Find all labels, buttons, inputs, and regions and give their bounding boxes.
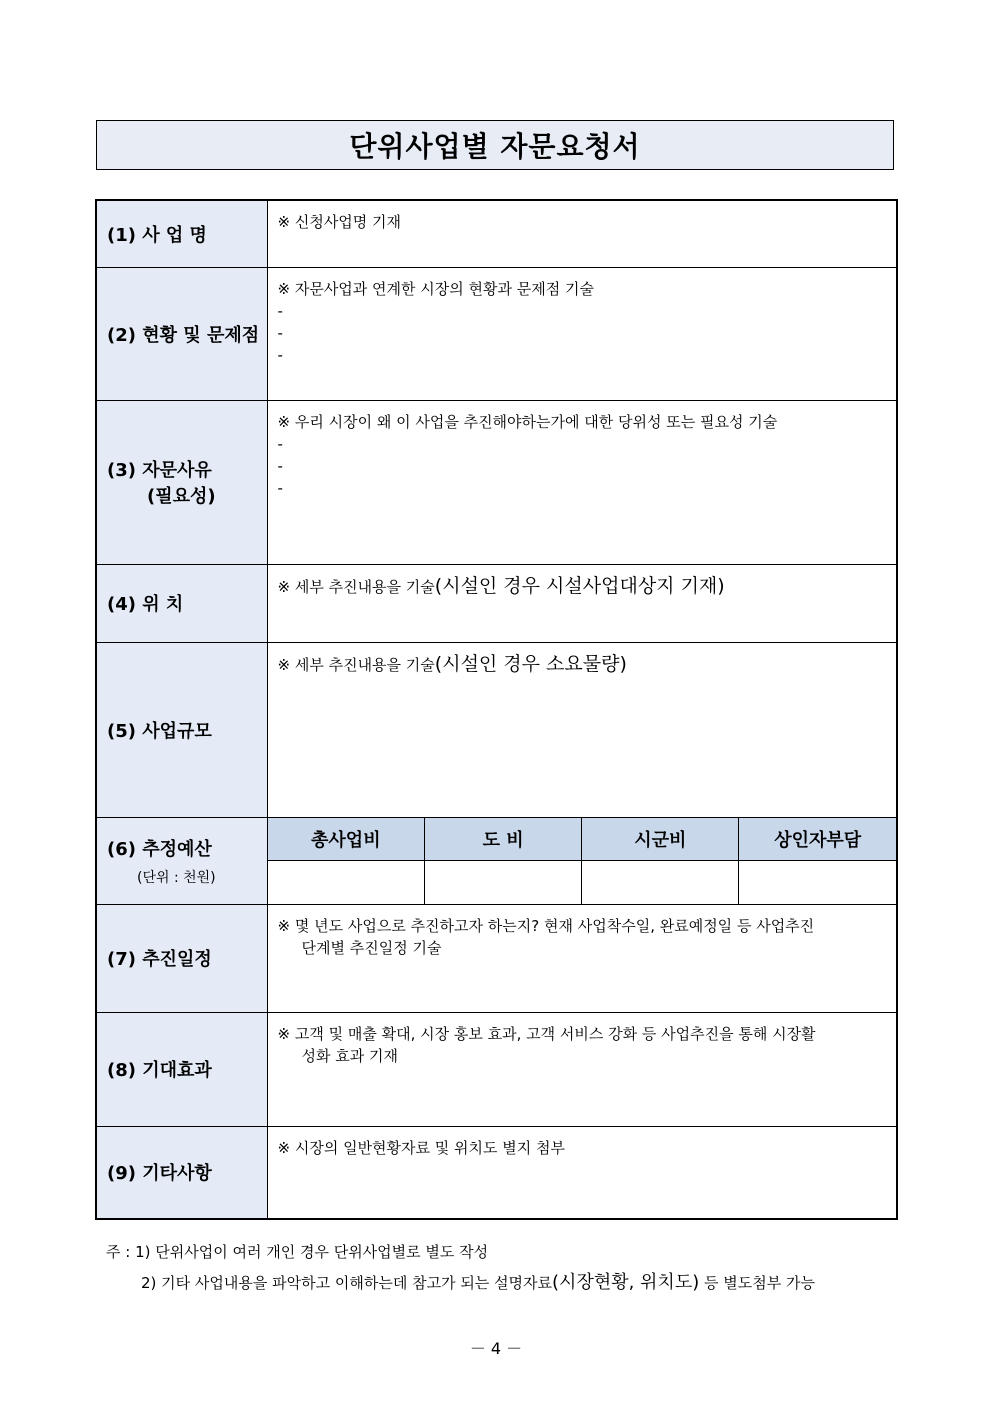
- dash-item: -: [277, 478, 283, 497]
- field-business-scale[interactable]: [267, 642, 897, 817]
- dash-item: -: [277, 345, 283, 364]
- field-status-problems[interactable]: [267, 267, 897, 400]
- footnote-2: [141, 1268, 815, 1294]
- footnote-2-text-b: 등 별도첨부 가능: [699, 1274, 815, 1292]
- budget-input-province[interactable]: [425, 860, 582, 904]
- row-location: [96, 564, 897, 642]
- row-status-problems: [96, 267, 897, 400]
- field-expected-effect[interactable]: [267, 1012, 897, 1126]
- budget-input-total[interactable]: [268, 860, 425, 904]
- field-schedule[interactable]: [267, 904, 897, 1012]
- budget-unit-label: (단위 : 천원): [137, 869, 216, 886]
- row-expected-effect: [96, 1012, 897, 1126]
- label-location: (4) 위 치: [96, 564, 267, 642]
- label-business-scale: (5) 사업규모: [96, 642, 267, 817]
- note-expected-effect-cont: 성화 효과 기재: [301, 1046, 398, 1065]
- label-expected-effect: (8) 기대효과: [96, 1012, 267, 1126]
- budget-header-province: 도 비: [425, 818, 582, 861]
- budget-table: [268, 818, 897, 904]
- note-expected-effect: ※ 고객 및 매출 확대, 시장 홍보 효과, 고객 서비스 강화 등 사업추진을 통해 시장활: [277, 1024, 816, 1043]
- note-business-name: ※ 신청사업명 기재: [277, 213, 402, 231]
- note-consult-reason: ※ 우리 시장이 왜 이 사업을 추진해야하는가에 대한 당위성 또는 필요성 기술: [277, 412, 778, 431]
- note-location: [278, 575, 887, 598]
- budget-input-merchant[interactable]: [739, 860, 896, 904]
- budget-header-total: 총사업비: [268, 818, 425, 861]
- dash-item: -: [277, 434, 283, 453]
- label-consult-reason: [96, 400, 267, 564]
- row-estimated-budget: [96, 817, 897, 904]
- field-consult-reason[interactable]: [267, 400, 897, 564]
- dash-item: -: [277, 323, 283, 342]
- label-business-name: (1) 사 업 명: [96, 200, 267, 267]
- budget-header-merchant: 상인자부담: [739, 818, 896, 861]
- note-location-text: ※ 세부 추진내용을 기술: [277, 577, 435, 596]
- label-other: (9) 기타사항: [96, 1126, 267, 1219]
- field-location[interactable]: [267, 564, 897, 642]
- field-business-name[interactable]: [267, 200, 897, 267]
- document-title: 단위사업별 자문요청서: [349, 130, 641, 163]
- document-title-box: [96, 120, 894, 170]
- note-location-detail: (시설인 경우 시설사업대상지 기재): [434, 574, 725, 597]
- note-business-scale: [278, 653, 887, 676]
- footnote-2-detail: (시장현황, 위치도): [552, 1272, 700, 1293]
- page-number: － 4 －: [469, 1339, 523, 1358]
- dash-item: -: [277, 301, 283, 320]
- label-estimated-budget-text: (6) 추정예산: [107, 838, 212, 860]
- budget-input-city[interactable]: [582, 860, 739, 904]
- footnote-1: 주 : 1) 단위사업이 여러 개인 경우 단위사업별로 별도 작성: [106, 1243, 489, 1261]
- note-other: ※ 시장의 일반현황자료 및 위치도 별지 첨부: [277, 1138, 566, 1157]
- row-business-name: [96, 200, 897, 267]
- row-schedule: [96, 904, 897, 1012]
- note-status-problems: ※ 자문사업과 연계한 시장의 현황과 문제점 기술: [277, 279, 594, 298]
- note-schedule: ※ 몇 년도 사업으로 추진하고자 하는지? 현재 사업착수일, 완료예정일 등 사업추진: [277, 916, 815, 935]
- row-consult-reason: [96, 400, 897, 564]
- note-business-scale-detail: (시설인 경우 소요물량): [434, 652, 627, 675]
- request-form-table: [95, 199, 898, 1220]
- budget-cell: [267, 817, 897, 904]
- label-status-problems: (2) 현황 및 문제점: [96, 267, 267, 400]
- footnote-2-text-a: 2) 기타 사업내용을 파악하고 이해하는데 참고가 되는 설명자료: [141, 1274, 553, 1292]
- field-other[interactable]: [267, 1126, 897, 1219]
- row-other: [96, 1126, 897, 1219]
- label-estimated-budget: [96, 817, 267, 904]
- label-consult-reason-line1: (3) 자문사유: [107, 460, 212, 481]
- row-business-scale: [96, 642, 897, 817]
- label-schedule: (7) 추진일정: [96, 904, 267, 1012]
- dash-item: -: [277, 456, 283, 475]
- note-business-scale-text: ※ 세부 추진내용을 기술: [277, 655, 435, 674]
- label-consult-reason-line2: (필요성): [147, 486, 216, 507]
- note-schedule-cont: 단계별 추진일정 기술: [301, 938, 442, 957]
- budget-header-city: 시군비: [582, 818, 739, 861]
